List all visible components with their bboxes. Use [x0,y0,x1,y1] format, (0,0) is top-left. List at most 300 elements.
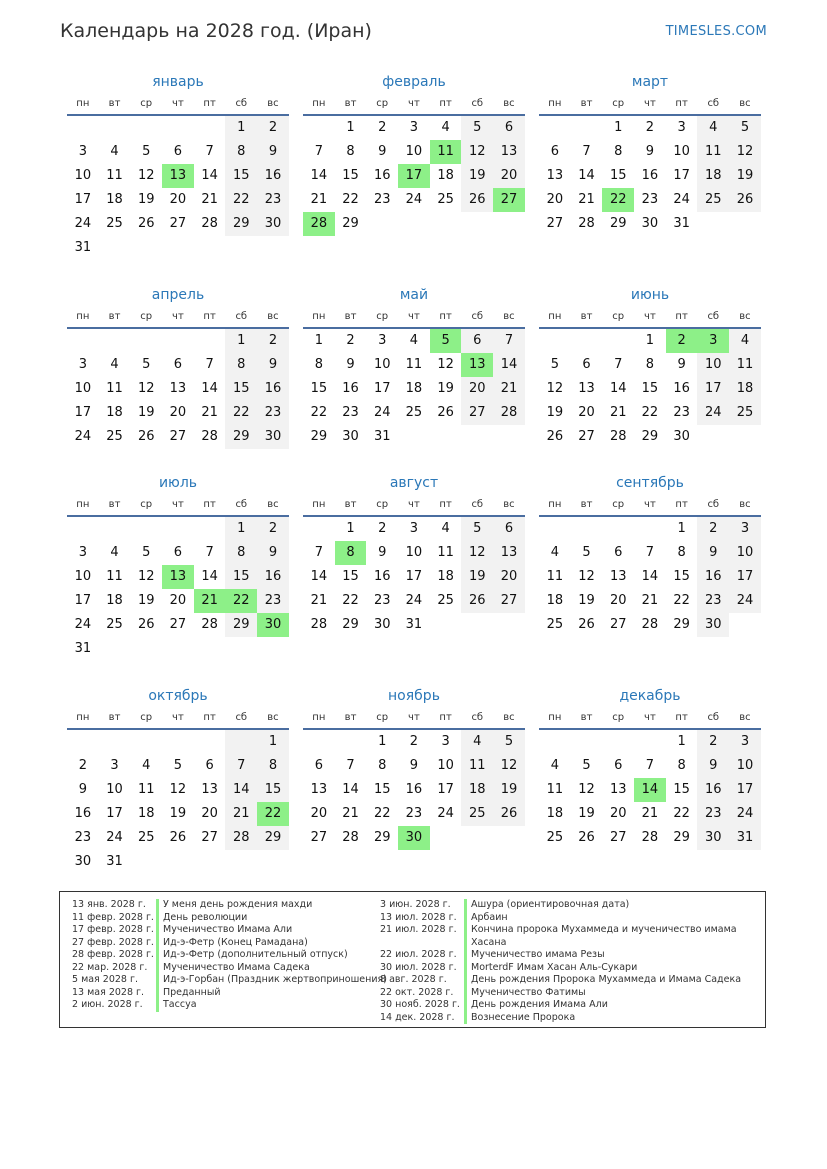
day-cell[interactable]: 26 [137,216,155,231]
day-cell[interactable]: 31 [673,216,690,231]
holiday-day-cell[interactable]: 11 [430,140,462,164]
day-cell[interactable]: 27 [169,216,187,231]
day-cell[interactable]: 2 [409,734,419,749]
day-cell[interactable]: 30 [697,826,729,850]
day-cell[interactable]: 25 [137,830,155,845]
day-cell[interactable]: 4 [110,357,119,372]
day-cell[interactable]: 3 [110,758,119,773]
day-cell[interactable]: 18 [437,569,454,584]
day-cell[interactable]: 20 [201,806,218,821]
brand-logo[interactable]: TIMESLES.COM [665,24,767,39]
day-cell[interactable]: 10 [106,782,123,797]
day-cell[interactable]: 7 [314,144,323,159]
day-cell[interactable]: 18 [137,806,155,821]
day-cell[interactable]: 1 [677,734,686,749]
day-cell[interactable]: 26 [461,589,493,613]
day-cell[interactable]: 6 [173,545,183,560]
day-cell[interactable]: 22 [673,593,690,608]
day-cell[interactable]: 31 [74,641,92,656]
day-cell[interactable]: 16 [641,168,659,183]
day-cell[interactable]: 26 [137,429,155,444]
day-cell[interactable]: 6 [314,758,323,773]
day-cell[interactable]: 11 [729,353,761,377]
day-cell[interactable]: 18 [461,778,493,802]
day-cell[interactable]: 17 [74,192,92,207]
day-cell[interactable]: 17 [437,782,454,797]
day-cell[interactable]: 3 [78,357,87,372]
day-cell[interactable]: 26 [137,617,155,632]
day-cell[interactable]: 3 [78,545,87,560]
day-cell[interactable]: 10 [673,144,690,159]
day-cell[interactable]: 24 [437,806,454,821]
day-cell[interactable]: 11 [546,782,564,797]
day-cell[interactable]: 10 [405,144,423,159]
day-cell[interactable]: 4 [142,758,151,773]
day-cell[interactable]: 7 [614,357,623,372]
day-cell[interactable]: 8 [225,140,257,164]
day-cell[interactable]: 12 [546,381,564,396]
day-cell[interactable]: 19 [578,593,595,608]
day-cell[interactable]: 25 [546,830,564,845]
day-cell[interactable]: 8 [645,357,655,372]
day-cell[interactable]: 9 [257,140,289,164]
day-cell[interactable]: 12 [493,754,525,778]
day-cell[interactable]: 28 [493,401,525,425]
day-cell[interactable]: 23 [697,589,729,613]
day-cell[interactable]: 23 [373,593,391,608]
day-cell[interactable]: 18 [546,806,564,821]
day-cell[interactable]: 7 [645,758,655,773]
day-cell[interactable]: 9 [697,541,729,565]
day-cell[interactable]: 4 [550,758,559,773]
day-cell[interactable]: 21 [201,192,218,207]
day-cell[interactable]: 31 [373,429,391,444]
day-cell[interactable]: 19 [493,778,525,802]
day-cell[interactable]: 2 [378,120,387,135]
day-cell[interactable]: 21 [641,806,659,821]
day-cell[interactable]: 7 [314,545,323,560]
day-cell[interactable]: 13 [201,782,218,797]
holiday-day-cell[interactable]: 14 [634,778,666,802]
day-cell[interactable]: 9 [677,357,686,372]
day-cell[interactable]: 15 [373,782,391,797]
day-cell[interactable]: 26 [169,830,187,845]
day-cell[interactable]: 2 [78,758,87,773]
day-cell[interactable]: 7 [205,144,214,159]
day-cell[interactable]: 13 [609,782,627,797]
day-cell[interactable]: 9 [409,758,419,773]
day-cell[interactable]: 25 [546,617,564,632]
day-cell[interactable]: 7 [205,357,214,372]
day-cell[interactable]: 6 [493,116,525,140]
day-cell[interactable]: 15 [342,569,359,584]
day-cell[interactable]: 27 [201,830,218,845]
day-cell[interactable]: 21 [310,593,328,608]
day-cell[interactable]: 26 [493,802,525,826]
holiday-day-cell[interactable]: 17 [398,164,430,188]
day-cell[interactable]: 21 [609,405,627,420]
day-cell[interactable]: 18 [729,377,761,401]
day-cell[interactable]: 20 [310,806,328,821]
day-cell[interactable]: 13 [493,541,525,565]
holiday-day-cell[interactable]: 21 [194,589,226,613]
day-cell[interactable]: 24 [74,617,92,632]
day-cell[interactable]: 21 [225,802,257,826]
day-cell[interactable]: 1 [257,730,289,754]
day-cell[interactable]: 15 [257,778,289,802]
day-cell[interactable]: 4 [110,144,119,159]
day-cell[interactable]: 21 [310,192,328,207]
day-cell[interactable]: 26 [437,405,454,420]
day-cell[interactable]: 28 [310,617,328,632]
day-cell[interactable]: 3 [677,120,686,135]
day-cell[interactable]: 17 [673,168,690,183]
day-cell[interactable]: 16 [405,782,423,797]
day-cell[interactable]: 12 [137,569,155,584]
holiday-day-cell[interactable]: 30 [257,613,289,637]
day-cell[interactable]: 4 [697,116,729,140]
day-cell[interactable]: 10 [74,381,92,396]
day-cell[interactable]: 12 [461,140,493,164]
day-cell[interactable]: 27 [310,830,328,845]
day-cell[interactable]: 23 [405,806,423,821]
day-cell[interactable]: 9 [78,782,87,797]
day-cell[interactable]: 15 [225,565,257,589]
day-cell[interactable]: 20 [609,806,627,821]
day-cell[interactable]: 16 [74,806,92,821]
day-cell[interactable]: 23 [257,188,289,212]
day-cell[interactable]: 24 [405,593,423,608]
day-cell[interactable]: 27 [493,589,525,613]
day-cell[interactable]: 2 [257,116,289,140]
day-cell[interactable]: 9 [697,754,729,778]
day-cell[interactable]: 1 [225,116,257,140]
day-cell[interactable]: 15 [342,168,359,183]
day-cell[interactable]: 1 [378,734,387,749]
day-cell[interactable]: 22 [225,401,257,425]
day-cell[interactable]: 15 [225,164,257,188]
day-cell[interactable]: 18 [106,593,123,608]
day-cell[interactable]: 1 [645,333,655,348]
day-cell[interactable]: 9 [346,357,355,372]
day-cell[interactable]: 11 [106,381,123,396]
day-cell[interactable]: 19 [169,806,187,821]
day-cell[interactable]: 11 [461,754,493,778]
day-cell[interactable]: 28 [201,216,218,231]
day-cell[interactable]: 16 [342,381,359,396]
day-cell[interactable]: 27 [578,429,595,444]
day-cell[interactable]: 20 [609,593,627,608]
day-cell[interactable]: 17 [405,569,423,584]
day-cell[interactable]: 21 [342,806,359,821]
day-cell[interactable]: 10 [373,357,391,372]
day-cell[interactable]: 27 [169,617,187,632]
day-cell[interactable]: 28 [201,429,218,444]
day-cell[interactable]: 6 [493,517,525,541]
day-cell[interactable]: 4 [550,545,559,560]
day-cell[interactable]: 16 [373,569,391,584]
day-cell[interactable]: 29 [641,429,659,444]
day-cell[interactable]: 13 [169,381,187,396]
day-cell[interactable]: 27 [609,830,627,845]
day-cell[interactable]: 28 [641,830,659,845]
day-cell[interactable]: 26 [546,429,564,444]
day-cell[interactable]: 5 [173,758,183,773]
day-cell[interactable]: 29 [225,425,257,449]
day-cell[interactable]: 24 [106,830,123,845]
day-cell[interactable]: 26 [729,188,761,212]
day-cell[interactable]: 22 [225,188,257,212]
day-cell[interactable]: 30 [641,216,659,231]
day-cell[interactable]: 24 [673,192,690,207]
day-cell[interactable]: 3 [441,734,450,749]
day-cell[interactable]: 1 [225,329,257,353]
holiday-day-cell[interactable]: 22 [257,802,289,826]
day-cell[interactable]: 15 [225,377,257,401]
day-cell[interactable]: 6 [614,545,623,560]
day-cell[interactable]: 1 [677,521,686,536]
day-cell[interactable]: 19 [461,164,493,188]
day-cell[interactable]: 22 [310,405,328,420]
day-cell[interactable]: 29 [342,216,359,231]
day-cell[interactable]: 8 [677,758,686,773]
day-cell[interactable]: 17 [729,565,761,589]
day-cell[interactable]: 20 [169,593,187,608]
day-cell[interactable]: 23 [342,405,359,420]
day-cell[interactable]: 18 [697,164,729,188]
day-cell[interactable]: 16 [257,565,289,589]
day-cell[interactable]: 1 [225,517,257,541]
day-cell[interactable]: 30 [673,429,690,444]
day-cell[interactable]: 22 [641,405,659,420]
day-cell[interactable]: 1 [314,333,323,348]
day-cell[interactable]: 27 [609,617,627,632]
day-cell[interactable]: 23 [697,802,729,826]
day-cell[interactable]: 26 [461,188,493,212]
day-cell[interactable]: 18 [546,593,564,608]
day-cell[interactable]: 1 [346,521,355,536]
day-cell[interactable]: 2 [346,333,355,348]
day-cell[interactable]: 28 [609,429,627,444]
day-cell[interactable]: 10 [74,168,92,183]
day-cell[interactable]: 25 [106,429,123,444]
day-cell[interactable]: 12 [729,140,761,164]
holiday-day-cell[interactable]: 3 [697,329,729,353]
day-cell[interactable]: 22 [342,593,359,608]
day-cell[interactable]: 13 [493,140,525,164]
day-cell[interactable]: 8 [225,353,257,377]
day-cell[interactable]: 15 [310,381,328,396]
day-cell[interactable]: 29 [609,216,627,231]
day-cell[interactable]: 14 [201,381,218,396]
day-cell[interactable]: 2 [257,329,289,353]
day-cell[interactable]: 12 [461,541,493,565]
day-cell[interactable]: 12 [137,381,155,396]
day-cell[interactable]: 19 [729,164,761,188]
day-cell[interactable]: 14 [342,782,359,797]
day-cell[interactable]: 27 [461,401,493,425]
day-cell[interactable]: 7 [493,329,525,353]
day-cell[interactable]: 29 [342,617,359,632]
day-cell[interactable]: 21 [493,377,525,401]
day-cell[interactable]: 16 [697,565,729,589]
day-cell[interactable]: 23 [673,405,690,420]
day-cell[interactable]: 9 [645,144,655,159]
day-cell[interactable]: 25 [461,802,493,826]
day-cell[interactable]: 29 [257,826,289,850]
day-cell[interactable]: 11 [405,357,423,372]
day-cell[interactable]: 25 [729,401,761,425]
day-cell[interactable]: 19 [578,806,595,821]
day-cell[interactable]: 24 [729,802,761,826]
day-cell[interactable]: 20 [461,377,493,401]
day-cell[interactable]: 17 [697,377,729,401]
day-cell[interactable]: 8 [257,754,289,778]
day-cell[interactable]: 18 [437,168,454,183]
day-cell[interactable]: 19 [546,405,564,420]
day-cell[interactable]: 2 [645,120,655,135]
day-cell[interactable]: 19 [137,192,155,207]
day-cell[interactable]: 12 [137,168,155,183]
day-cell[interactable]: 8 [314,357,323,372]
day-cell[interactable]: 16 [373,168,391,183]
day-cell[interactable]: 28 [342,830,359,845]
day-cell[interactable]: 25 [697,188,729,212]
day-cell[interactable]: 23 [373,192,391,207]
day-cell[interactable]: 2 [697,730,729,754]
holiday-day-cell[interactable]: 2 [666,329,698,353]
day-cell[interactable]: 12 [578,782,595,797]
day-cell[interactable]: 4 [110,545,119,560]
day-cell[interactable]: 25 [106,617,123,632]
day-cell[interactable]: 15 [673,782,690,797]
day-cell[interactable]: 25 [437,593,454,608]
day-cell[interactable]: 29 [673,617,690,632]
day-cell[interactable]: 14 [225,778,257,802]
day-cell[interactable]: 28 [201,617,218,632]
day-cell[interactable]: 12 [437,357,454,372]
day-cell[interactable]: 21 [201,405,218,420]
day-cell[interactable]: 7 [205,545,214,560]
day-cell[interactable]: 19 [437,381,454,396]
holiday-day-cell[interactable]: 22 [602,188,634,212]
day-cell[interactable]: 17 [106,806,123,821]
day-cell[interactable]: 6 [550,144,559,159]
day-cell[interactable]: 18 [106,405,123,420]
day-cell[interactable]: 15 [641,381,659,396]
day-cell[interactable]: 6 [461,329,493,353]
day-cell[interactable]: 17 [74,593,92,608]
day-cell[interactable]: 28 [225,826,257,850]
day-cell[interactable]: 29 [310,429,328,444]
day-cell[interactable]: 2 [378,521,387,536]
day-cell[interactable]: 20 [546,192,564,207]
day-cell[interactable]: 29 [225,212,257,236]
holiday-day-cell[interactable]: 22 [225,589,257,613]
day-cell[interactable]: 14 [310,168,328,183]
day-cell[interactable]: 11 [546,569,564,584]
day-cell[interactable]: 7 [645,545,655,560]
day-cell[interactable]: 1 [346,120,355,135]
day-cell[interactable]: 30 [342,429,359,444]
day-cell[interactable]: 30 [373,617,391,632]
day-cell[interactable]: 9 [257,353,289,377]
day-cell[interactable]: 30 [257,425,289,449]
day-cell[interactable]: 24 [74,429,92,444]
day-cell[interactable]: 4 [441,120,450,135]
day-cell[interactable]: 12 [169,782,187,797]
day-cell[interactable]: 21 [578,192,595,207]
day-cell[interactable]: 11 [697,140,729,164]
day-cell[interactable]: 6 [173,357,183,372]
day-cell[interactable]: 31 [729,826,761,850]
day-cell[interactable]: 14 [310,569,328,584]
day-cell[interactable]: 7 [582,144,591,159]
day-cell[interactable]: 7 [225,754,257,778]
day-cell[interactable]: 9 [378,545,387,560]
day-cell[interactable]: 10 [697,353,729,377]
day-cell[interactable]: 8 [346,144,355,159]
day-cell[interactable]: 14 [609,381,627,396]
day-cell[interactable]: 10 [74,569,92,584]
day-cell[interactable]: 6 [173,144,183,159]
day-cell[interactable]: 30 [697,613,729,637]
day-cell[interactable]: 11 [137,782,155,797]
day-cell[interactable]: 8 [614,144,623,159]
day-cell[interactable]: 16 [673,381,690,396]
day-cell[interactable]: 28 [578,216,595,231]
day-cell[interactable]: 5 [550,357,559,372]
day-cell[interactable]: 14 [641,569,659,584]
holiday-day-cell[interactable]: 13 [461,353,493,377]
day-cell[interactable]: 10 [437,758,454,773]
day-cell[interactable]: 10 [729,541,761,565]
day-cell[interactable]: 23 [74,830,92,845]
day-cell[interactable]: 22 [673,806,690,821]
day-cell[interactable]: 4 [409,333,419,348]
day-cell[interactable]: 11 [437,545,454,560]
day-cell[interactable]: 16 [257,164,289,188]
day-cell[interactable]: 5 [461,517,493,541]
day-cell[interactable]: 13 [578,381,595,396]
day-cell[interactable]: 8 [378,758,387,773]
day-cell[interactable]: 3 [409,120,419,135]
day-cell[interactable]: 25 [106,216,123,231]
day-cell[interactable]: 17 [373,381,391,396]
day-cell[interactable]: 19 [461,565,493,589]
day-cell[interactable]: 15 [673,569,690,584]
day-cell[interactable]: 24 [697,401,729,425]
day-cell[interactable]: 4 [441,521,450,536]
day-cell[interactable]: 23 [257,401,289,425]
day-cell[interactable]: 20 [578,405,595,420]
holiday-day-cell[interactable]: 5 [430,329,462,353]
day-cell[interactable]: 24 [405,192,423,207]
day-cell[interactable]: 5 [142,144,151,159]
day-cell[interactable]: 26 [578,617,595,632]
day-cell[interactable]: 5 [142,545,151,560]
day-cell[interactable]: 22 [342,192,359,207]
day-cell[interactable]: 30 [257,212,289,236]
day-cell[interactable]: 27 [546,216,564,231]
holiday-day-cell[interactable]: 13 [162,164,194,188]
day-cell[interactable]: 17 [729,778,761,802]
day-cell[interactable]: 10 [729,754,761,778]
day-cell[interactable]: 8 [225,541,257,565]
holiday-day-cell[interactable]: 8 [335,541,367,565]
day-cell[interactable]: 5 [582,545,591,560]
day-cell[interactable]: 3 [729,517,761,541]
